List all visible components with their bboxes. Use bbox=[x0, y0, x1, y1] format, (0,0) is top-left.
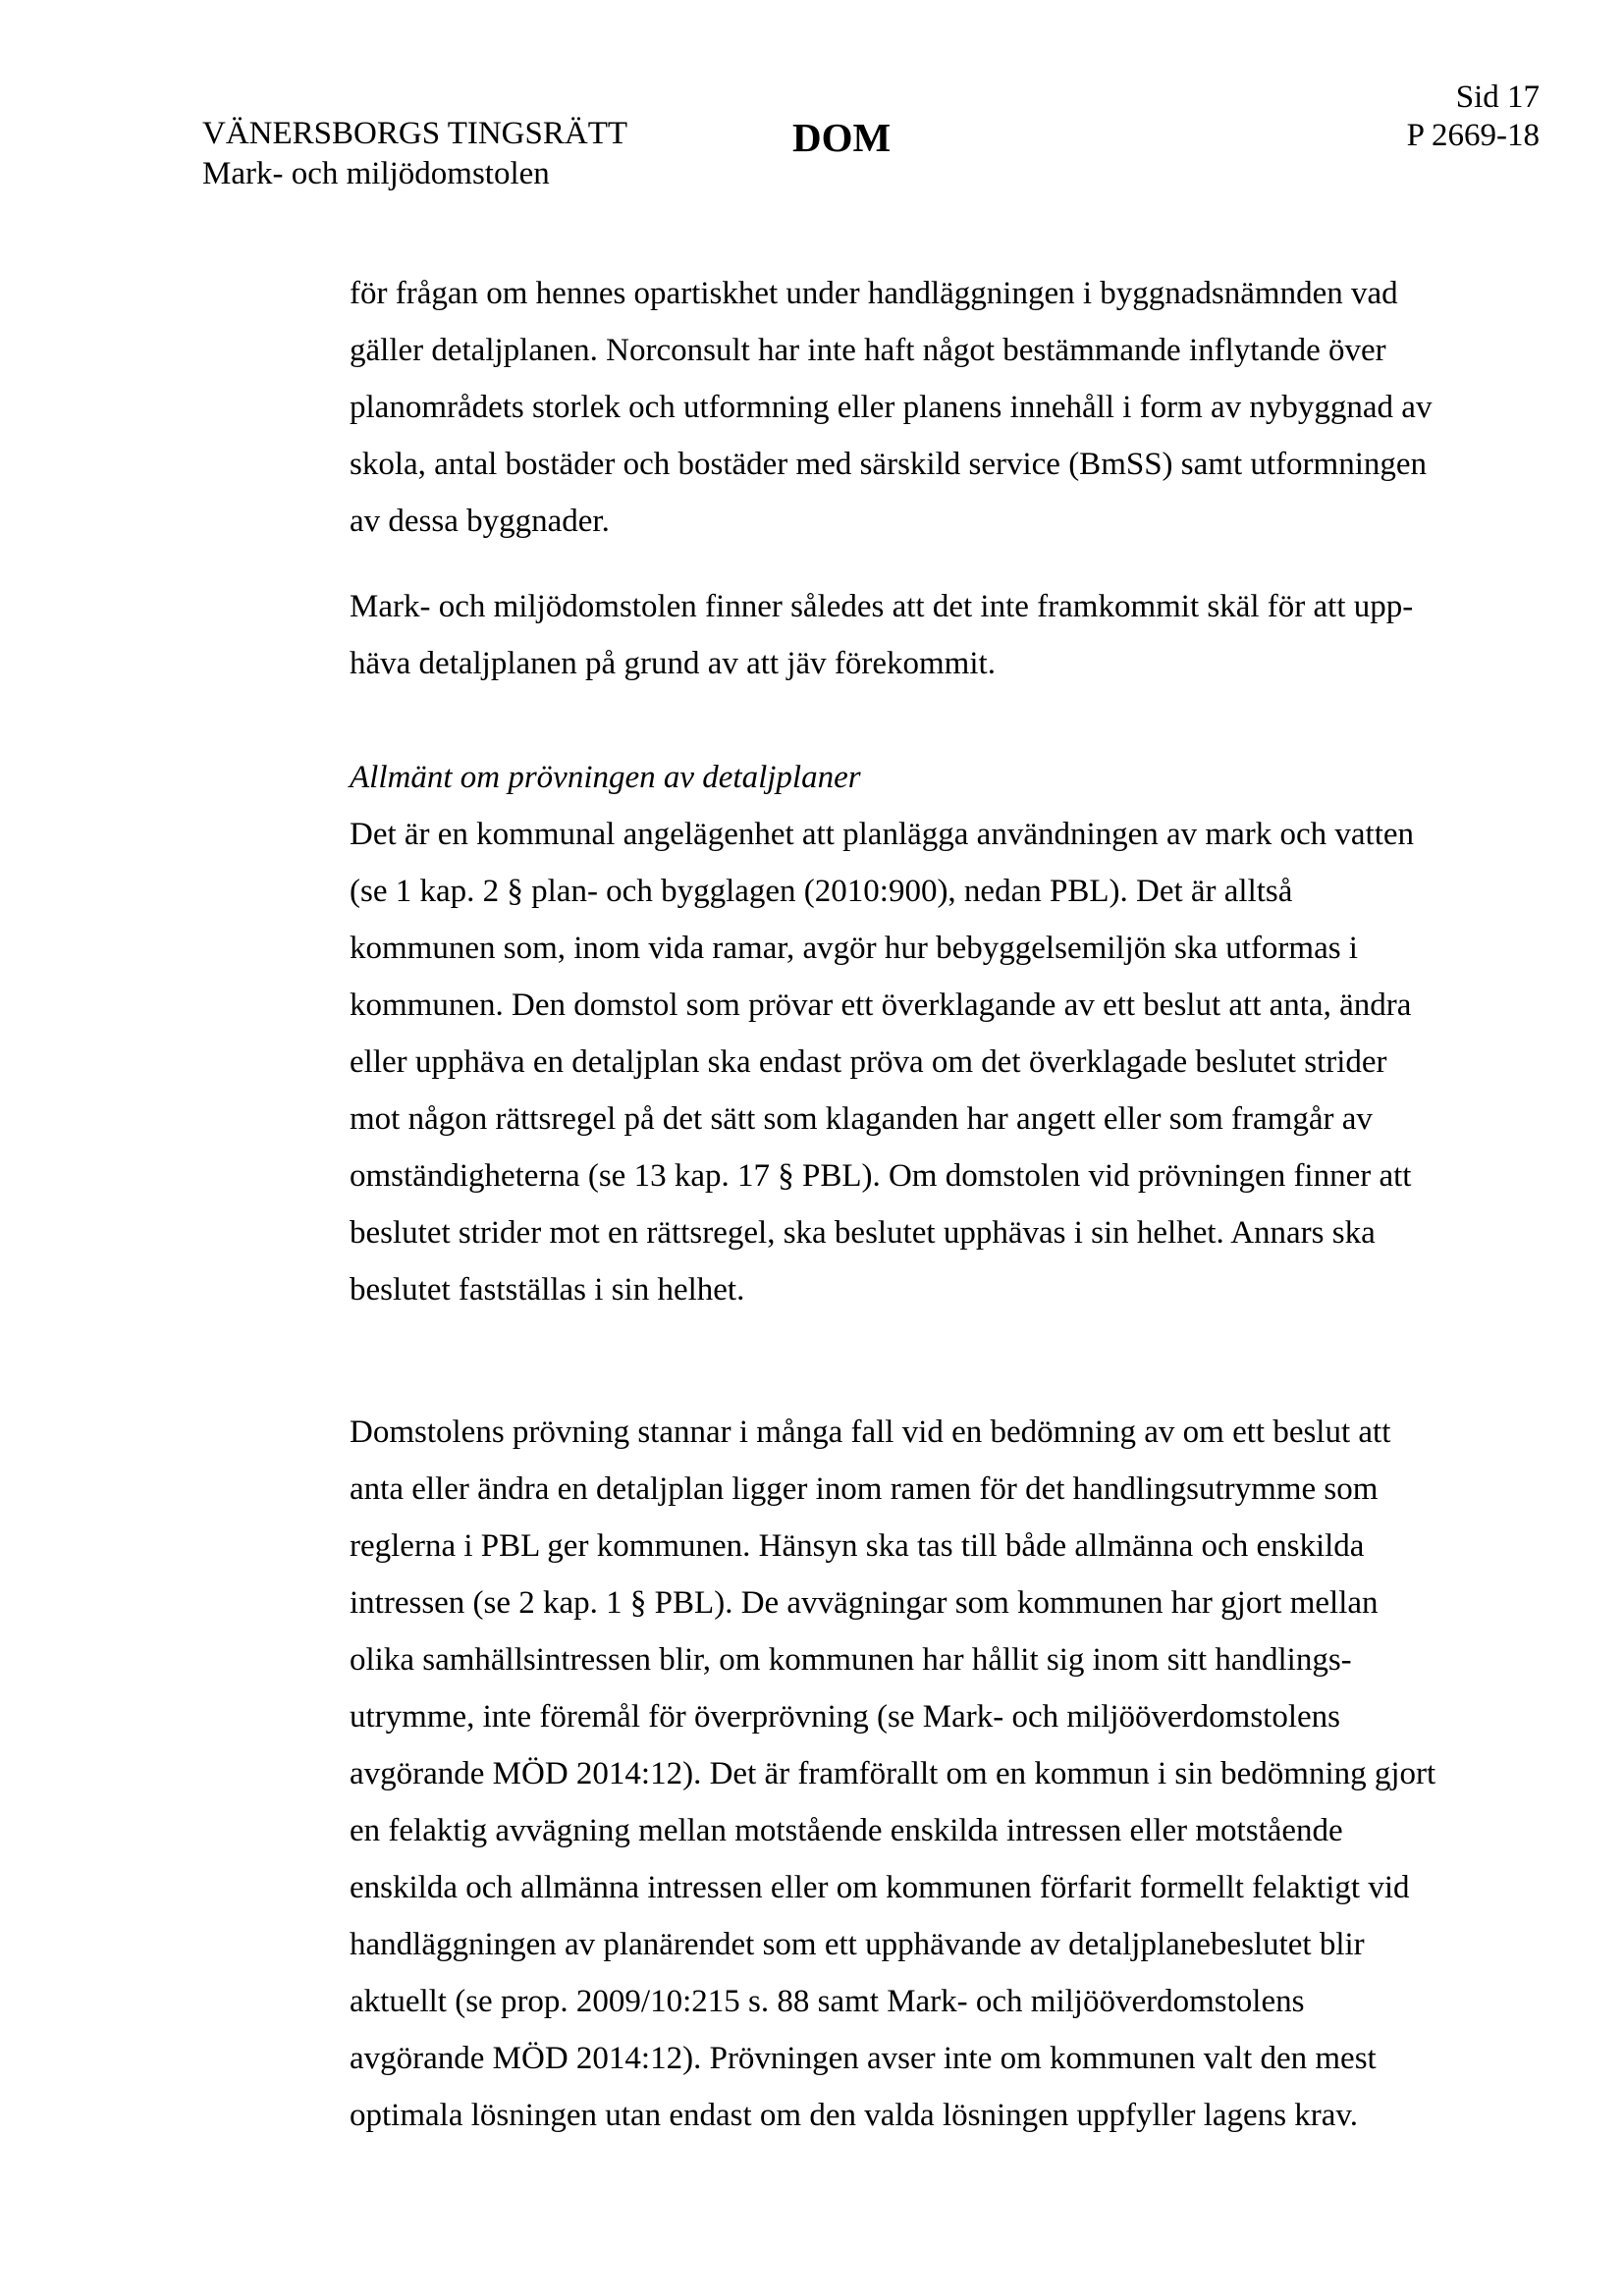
text-line: Domstolens prövning stannar i många fall vid en bedömning av om ett beslut att bbox=[350, 1415, 1391, 1450]
text-line: utrymme, inte föremål för överprövning (se Mark- och miljööverdomstolens bbox=[350, 1699, 1340, 1735]
text-line: optimala lösningen utan endast om den valda lösningen uppfyller lagens krav. bbox=[350, 2098, 1359, 2133]
text-line: av dessa byggnader. bbox=[350, 504, 610, 539]
text-line: anta eller ändra en detaljplan ligger inom ramen för det handlingsutrymme som bbox=[350, 1471, 1379, 1507]
document-type: DOM bbox=[792, 115, 892, 160]
judgment-body bbox=[350, 265, 1459, 2144]
text-line: avgörande MÖD 2014:12). Det är framförallt om en kommun i sin bedömning gjort bbox=[350, 1756, 1436, 1791]
text-line: skola, antal bostäder och bostäder med särskild service (BmSS) samt utformningen bbox=[350, 447, 1428, 482]
court-name: VÄNERSBORGS TINGSRÄTT bbox=[202, 116, 628, 151]
paragraph-court-review bbox=[350, 1404, 1459, 2144]
text-line: en felaktig avvägning mellan motstående enskilda intressen eller motstående bbox=[350, 1813, 1343, 1848]
text-line: kommunen. Den domstol som prövar ett överklagande av ett beslut att anta, ändra bbox=[350, 988, 1412, 1023]
text-line: planområdets storlek och utformning eller planens innehåll i form av nybyggnad av bbox=[350, 390, 1433, 425]
text-line: gäller detaljplanen. Norconsult har inte haft något bestämmande inflytande över bbox=[350, 333, 1386, 368]
text-line: kommunen som, inom vida ramar, avgör hur bebyggelsemiljön ska utformas i bbox=[350, 931, 1358, 966]
case-number: P 2669-18 bbox=[1406, 118, 1540, 153]
text-line: Mark- och miljödomstolen finner således att det inte framkommit skäl för att upp- bbox=[350, 589, 1414, 624]
court-department: Mark- och miljödomstolen bbox=[202, 156, 550, 191]
text-line: handläggningen av planärendet som ett upphävande av detaljplanebeslutet blir bbox=[350, 1927, 1365, 1962]
text-line: Det är en kommunal angelägenhet att planlägga användningen av mark och vatten bbox=[350, 817, 1415, 852]
text-line: reglerna i PBL ger kommunen. Hänsyn ska tas till både allmänna och enskilda bbox=[350, 1528, 1365, 1564]
paragraph-jav-assessment bbox=[350, 265, 1459, 550]
text-line: eller upphäva en detaljplan ska endast pröva om det överklagade beslutet strider bbox=[350, 1044, 1387, 1080]
text-line: omständigheterna (se 13 kap. 17 § PBL). Om domstolen vid prövningen finner att bbox=[350, 1158, 1412, 1194]
text-line: beslutet fastställas i sin helhet. bbox=[350, 1272, 745, 1308]
text-line: enskilda och allmänna intressen eller om kommunen förfarit formellt felaktigt vid bbox=[350, 1870, 1410, 1905]
text-line: aktuellt (se prop. 2009/10:215 s. 88 samt Mark- och miljööverdomstolens bbox=[350, 1984, 1305, 2019]
text-line: beslutet strider mot en rättsregel, ska beslutet upphävas i sin helhet. Annars ska bbox=[350, 1215, 1376, 1251]
section-heading: Allmänt om prövningen av detaljplaner bbox=[350, 760, 861, 795]
text-line: (se 1 kap. 2 § plan- och bygglagen (2010:900), nedan PBL). Det är alltså bbox=[350, 874, 1293, 909]
text-line: häva detaljplanen på grund av att jäv förekommit. bbox=[350, 646, 996, 681]
paragraph-jav-conclusion bbox=[350, 578, 1459, 692]
paragraph-municipal-planning bbox=[350, 806, 1459, 1318]
text-line: mot någon rättsregel på det sätt som klaganden har angett eller som framgår av bbox=[350, 1101, 1373, 1137]
text-line: intressen (se 2 kap. 1 § PBL). De avvägningar som kommunen har gjort mellan bbox=[350, 1585, 1379, 1621]
text-line: avgörande MÖD 2014:12). Prövningen avser inte om kommunen valt den mest bbox=[350, 2041, 1377, 2076]
page-number: Sid 17 bbox=[1455, 80, 1540, 115]
text-line: för frågan om hennes opartiskhet under handläggningen i byggnadsnämnden vad bbox=[350, 276, 1398, 311]
text-line: olika samhällsintressen blir, om kommunen har hållit sig inom sitt handlings- bbox=[350, 1642, 1352, 1678]
